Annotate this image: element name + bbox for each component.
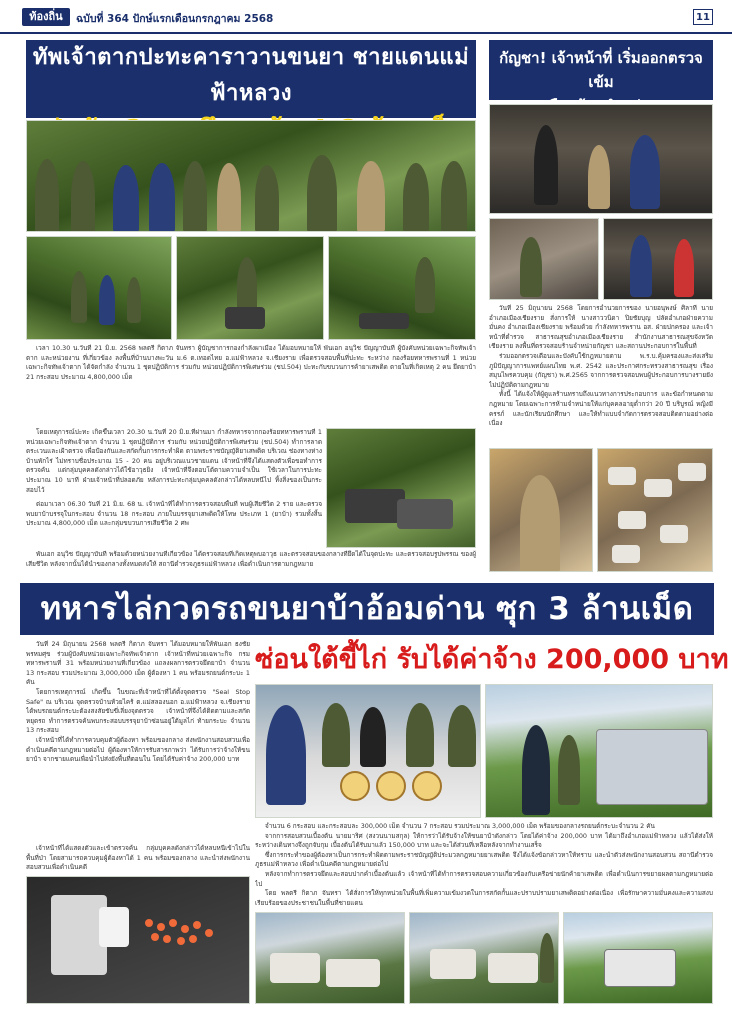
newspaper-logo: ท้องถิ่น (22, 8, 70, 26)
story1-paragraph: เวลา 10.30 น.วันที่ 21 มิ.ย. 2568 พลตรี กิตาภ จันทรา ผู้บัญชาการกองกำลังผาเมือง ได้มอบหมายให้ พันเอก อนุวิช ปัญญาบันที ผู้บังคับหน่วยเฉพาะกิจทัพเจ้าตาก และหน่วยงาน ที่เกี่ยวข้อง ลงพื้นที่บ้านบางพะวัน ม.6 ต.เทอดไทย อ.แม่ฟ้าหลวง จ.เชียงราย เพื่อตรวจสอบพื้นที่ปะทะ ระหว่าง กองร้อยทหารพรานที่ 1 หน่วยเฉพาะกิจทัพเจ้าตาก ได้จัดกำลัง จำนวน 1 ชุดปฏิบัติการ ร่วมกับ หน่วยปฏิบัติการพิเศษร่วม (ชป.504) ปะทะกับขบวนการค้ายาเสพติด ตายในที่เกิดเหตุ 2 คน ยึดยาบ้า 21 กระสอบ ประมาณ 4,800,000 เม็ด (26, 344, 476, 381)
story3-paragraph: โดยการเหตุการณ์ เกิดขึ้น ในขณะที่เจ้าหน้าที่ได้ตั้งจุดตรวจ "Seal Stop Safe" ณ บริเวณ จุดตรวจบ้านห้วยไคร้ ต.แม่สลองนอก อ.แม่ฟ้าหลวง จ.เชียงราย ได้พบรถยนต์กระบะต้องสงสัยขับขี่เลี่ยงจุดตรวจ เจ้าหน้าที่จึงได้ติดตามและสกัดหยุดรถ ทำการตรวจค้นพบกระสอบบรรจุยาบ้าซ่อนอยู่ใต้มูลไก่ ท้ายกระบะ จำนวน 13 กระสอบ (26, 687, 250, 735)
story1-photo-drug-sacks (326, 428, 476, 548)
story1-photo-evidence-2 (328, 236, 476, 340)
story1-paragraph: โดยเหตุการณ์ปะทะ เกิดขึ้นเวลา 20.30 น.วันที่ 20 มิ.ย.ที่ผ่านมา กำลังทหารจากกองร้อยทหารพรานที่ 1 หน่วยเฉพาะกิจทัพเจ้าตาก จำนวน 1 ชุดปฏิบัติการ ร่วมกับ หน่วยปฏิบัติการพิเศษร่วม (ชป.504) ทำการลาดตระเวนและเฝ้าตรวจ เพื่อป้องกันและสกัดกั้นการกระทำผิด ตามพระราชบัญญัติยาเสพติด บริเวณ ช่องทางห่างบ้านพักไร่ ไม่ทราบชื่อประมาณ 15 - 20 คน อยู่บริเวณแนวชายแดน เจ้าหน้าที่จึงได้แสดงตัวเพื่อขอทำการตรวจค้น แต่กลุ่มบุคคลดังกล่าวได้ใช้อาวุธยิง เจ้าหน้าที่จึงตอบโต้ตามความจำเป็น ใช้เวลาในการปะทะประมาณ 10 นาที ฝ่ายเจ้าหน้าที่ปลอดภัย หลังการปะทะกลุ่มบุคคลดังกล่าวได้หลบหนีไป ทิ้งสิ่งของเป็นกระสอบไว้ (26, 428, 322, 494)
story1-text-top (26, 344, 476, 424)
story2-headline-line1: กัญชา! เจ้าหน้าที่ เริ่มออกตรวจเข้ม (499, 49, 703, 91)
story3-text-left-2 (26, 844, 250, 872)
story3-paragraph: วันที่ 24 มิถุนายน 2568 พลตรี กิตาภ จันทรา ได้มอบหมายให้พันเอก ธงชัย พรหมศุข ร่วมผู้บังคับหน่วยเฉพาะกิจทัพเจ้าตาก เจ้าหน้าที่หน่วยเฉพาะกิจ กรมทหารพรานที่ 31 พร้อมหน่วยงานที่เกี่ยวข้อง แถลงผลการตรวจยึดยาบ้า จำนวน 13 กระสอบ รวมประมาณ 3,000,000 เม็ด ผู้ต้องหา 1 คน พร้อมรถยนต์กระบะ 1 คัน (26, 640, 250, 687)
story2-text (489, 304, 713, 444)
story3-text-bottom (255, 822, 713, 908)
story3-photo-chicken-manure-sacks (255, 912, 405, 1004)
story1-photo-evidence-1 (176, 236, 324, 340)
story3-paragraph: จากการสอบสวนเบื้องต้น นายมาริศ (สงวนนามสกุล) ให้การว่าได้รับจ้างให้ขนยาบ้าดังกล่าว โดยได้ค่าจ้าง 200,000 บาท ได้มาถึงอำเภอแม่ฟ้าหลวง แล้วได้ส่งให้ ระหว่างเดินทางจึงถูกจับกุม เบื้องต้นได้รับมาแล้ว 150,000 บาท และจะได้ส่วนที่เหลือหลังจากทำงานเสร็จ (255, 831, 713, 850)
story2-photo-cannabis-products (597, 448, 713, 572)
story2-paragraph: วันที่ 25 มิถุนายน 2568 โดยการอำนวยการของ นายอนุพงษ์ ศิลาที นายอำเภอเมืองเชียงราย สั่งการให้ นางสาววนิดา ปิยชัยบุญ ปลัดอำเภอฝ่ายความมั่นคง อำเภอเมืองเชียงราย พร้อมด้วย กำลังทหารพราน อส. ฝ่ายปกครอง และเจ้าหน้าที่ตำรวจ สาธารณสุขอำเภอเมืองเชียงราย สำนักงานสาธารณสุขจังหวัดเชียงราย ลงพื้นที่ตรวจสอบร้านจำหน่ายกัญชา และสถานประกอบการในพื้นที่ (489, 304, 713, 351)
story2-photo-shop-inspection (489, 104, 713, 214)
story1-text-bottom (26, 550, 476, 578)
story1-headline-line1: ทัพเจ้าตากปะทะคาราวานขนยา ชายแดนแม่ฟ้าหลวง (32, 45, 470, 106)
story2-headline-box (489, 40, 713, 100)
issue-info: ฉบับที่ 364 ปักษ์แรกเดือนกรกฎาคม 2568 (76, 13, 274, 25)
story3-photo-truck-bed (409, 912, 559, 1004)
story2-photo-officials (603, 218, 713, 300)
story3-paragraph: โดย พลตรี กิตาภ จันทรา ได้สั่งการให้ทุกหน่วยในพื้นที่เพิ่มความเข้มงวดในการสกัดกั้นและปราบปรามยาเสพติดอย่างต่อเนื่อง เพื่อรักษาความมั่นคงและความสงบเรียบร้อยของประชาชนในพื้นที่ชายแดน (255, 889, 713, 907)
story3-paragraph: หลังจากทำการตรวจยึดและสอบปากคำเบื้องต้นแล้ว เจ้าหน้าที่ได้ทำการตรวจสอบความเกี่ยวข้องกับเครือข่ายนักค้ายาเสพติด เพื่อดำเนินการขยายผลตามกฎหมายต่อไป (255, 869, 713, 888)
story1-text-left-2 (26, 500, 322, 548)
story1-photo-officers (26, 120, 476, 232)
story3-text-left (26, 640, 250, 840)
page-header (0, 0, 732, 34)
story1-photo-patrol (26, 236, 172, 340)
story1-paragraph: ต่อมาเวลา 06.30 วันที่ 21 มิ.ย. 68 น. เจ้าหน้าที่ได้ทำการตรวจสอบพื้นที่ พบผู้เสียชีวิต 2 ราย และตรวจพบยาบ้าบรรจุในกระสอบ จำนวน 18 กระสอบ ภายในบรรจุยาเสพติดให้โทษ ประเภท 1 (ยาบ้า) รวมทั้งสิ้นประมาณ 4,800,000 เม็ด และกลุ่มขบวนการเสียชีวิต 2 ศพ (26, 500, 322, 528)
story1-paragraph: พันเอก อนุวิช ปัญญาบันที พร้อมด้วยหน่วยงานที่เกี่ยวข้อง ได้ตรวจสอบที่เกิดเหตุพบอาวุธ และตรวจสอบของกลางที่ยึดได้ในจุดปะทะ และตรวจสอบรูปพรรณ ของผู้เสียชีวิต หลังจากนั้นได้นำของกลางทั้งหมดส่งให้ สถานีตำรวจภูธรแม่ฟ้าหลวง เพื่อดำเนินการตามกฎหมาย (26, 550, 476, 568)
story3-photo-truck-checkpoint (485, 684, 713, 818)
story3-photo-press-conference (255, 684, 481, 818)
story3-photo-yaba-pills (26, 876, 250, 1004)
story3-paragraph: ซึ่งการกระทำของผู้ต้องหาเป็นการกระทำผิดตามพระราชบัญญัติประมวลกฎหมายยาเสพติด จึงได้แจ้งข้อกล่าวหาให้ทราบ และนำตัวส่งพนักงานสอบสวน สถานีตำรวจภูธรแม่ฟ้าหลวง เพื่อดำเนินคดีตามกฎหมายต่อไป (255, 850, 713, 869)
story3-photo-pickup-vehicle (563, 912, 713, 1004)
story3-paragraph: เจ้าหน้าที่ได้แสดงตัวและเข้าตรวจค้น กลุ่มบุคคลดังกล่าวได้หลบหนีเข้าไปในพื้นที่ป่า โดยสามารถควบคุมผู้ต้องหาได้ 1 คน พร้อมของกลาง และนำส่งพนักงานสอบสวนเพื่อดำเนินคดี (26, 844, 250, 872)
story3-subheadline: ซ่อนใต้ขี้ไก่ รับได้ค่าจ้าง 200,000 บาท (255, 644, 729, 675)
story2-photo-counter (489, 218, 599, 300)
story2-paragraph: ร่วมออกตรวจเตือนและบังคับใช้กฎหมายตาม พ.ร.บ.คุ้มครองและส่งเสริมภูมิปัญญาการแพทย์แผนไทย พ.ศ. 2542 และประกาศกระทรวงสาธารณสุข เรื่อง สมุนไพรควบคุม (กัญชา) พ.ศ.2565 จากการตรวจสอบพบผู้ประกอบการบางรายยังไม่ปฏิบัติตามกฎหมาย (489, 351, 713, 389)
story3-paragraph: เจ้าหน้าที่ได้ทำการควบคุมตัวผู้ต้องหา พร้อมของกลาง ส่งพนักงานสอบสวนเพื่อดำเนินคดีตามกฎหมายต่อไป ผู้ต้องหาให้การรับสารภาพว่า ได้รับการว่าจ้างให้ขนยาบ้า จากชายแดนเพื่อนำไปส่งยังพื้นที่ตอนใน โดยได้รับค่าจ้าง 200,000 บาท (26, 735, 250, 764)
story2-photo-officer-with-product (489, 448, 593, 572)
story3-paragraph: จำนวน 6 กระสอบ และกระสอบละ 300,000 เม็ด จำนวน 7 กระสอบ รวมประมาณ 3,000,000 เม็ด พร้อมของกลางรถยนต์กระบะจำนวน 2 คัน (265, 822, 655, 830)
story1-headline-box (26, 40, 476, 118)
story3-headline: ทหารไล่กวดรถขนยาบ้าอ้อมด่าน ซุก 3 ล้านเม็ด (20, 583, 714, 635)
page-number: 11 (693, 9, 713, 25)
story2-paragraph: ทั้งนี้ ได้แจ้งให้ผู้ดูแลร้านทราบถึงแนวทางการประกอบการ และข้อกำหนดตามกฎหมาย โดยเฉพาะการห้ามจำหน่ายให้แก่บุคคลอายุต่ำกว่า 20 ปี บริบูรณ์ หญิงมีครรภ์ และนักเรียนนักศึกษา และให้ทำแบบจำกัดการตรวจสอบติดตามอย่างต่อเนื่อง (489, 390, 713, 428)
